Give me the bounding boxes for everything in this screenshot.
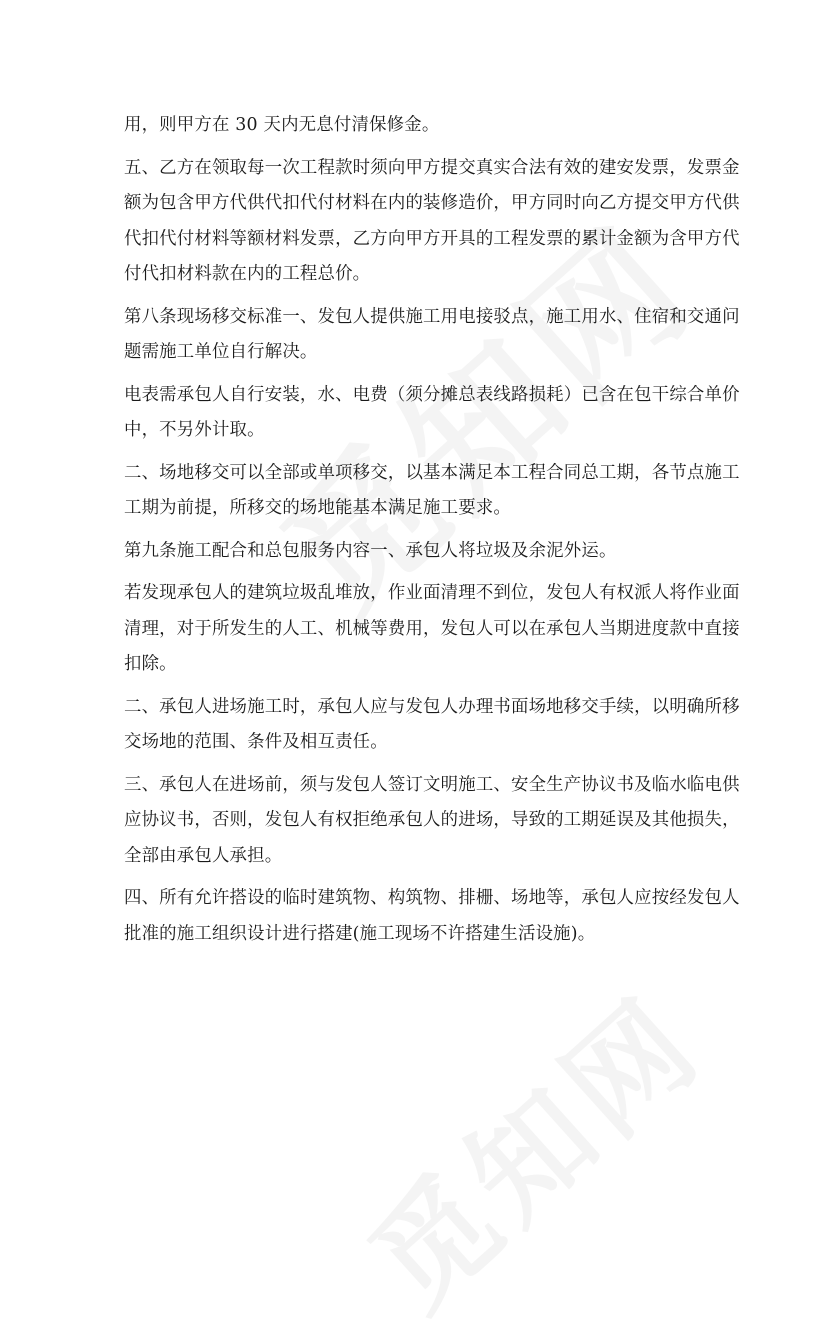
text-line: 用，则甲方在 30 天内无息付清保修金。 [124, 115, 440, 135]
paragraph-article-9 [124, 534, 714, 570]
watermark-bottom [324, 948, 736, 1343]
text-line: 第九条施工配合和总包服务内容一、承包人将垃圾及余泥外运。 [124, 540, 617, 561]
text-line: 付代扣材料款在内的工程总价。 [124, 264, 371, 284]
text-line: 四、所有允许搭设的临时建筑物、构筑物、排栅、场地等，承包人应按经发包人 [124, 888, 740, 908]
text-line: 电表需承包人自行安装，水、电费（须分摊总表线路损耗）已含在包干综合单价 [124, 384, 740, 405]
text-line: 三、承包人在进场前，须与发包人签订文明施工、安全生产协议书及临水临电供 [124, 774, 740, 795]
document-body [124, 108, 740, 959]
text-line: 代扣代付材料等额材料发票，乙方向甲方开具的工程发票的累计金额为含甲方代 [124, 228, 740, 249]
text-line: 全部由承包人承担。 [124, 845, 283, 866]
paragraph-meter-installation [124, 378, 740, 449]
paragraph-article-8 [124, 300, 740, 371]
text-line: 批准的施工组织设计进行搭建(施工现场不许搭建生活设施)。 [124, 923, 596, 944]
paragraph-site-handover [124, 456, 740, 527]
text-line: 第八条现场移交标准一、发包人提供施工用电接驳点，施工用水、住宿和交通问 [124, 306, 740, 327]
paragraph-safety-agreement [124, 768, 740, 875]
paragraph-site-entry [124, 690, 740, 761]
text-line: 交场地的范围、条件及相互责任。 [124, 732, 388, 752]
text-line: 工期为前提，所移交的场地能基本满足施工要求。 [124, 498, 511, 518]
text-line: 中，不另外计取。 [124, 420, 265, 440]
paragraph-invoice-terms [124, 151, 740, 293]
paragraph-warranty-payment [124, 108, 714, 144]
text-line: 五、乙方在领取每一次工程款时须向甲方提交真实合法有效的建安发票，发票金 [124, 157, 740, 178]
paragraph-waste-cleanup [124, 576, 740, 683]
text-line: 二、场地移交可以全部或单项移交，以基本满足本工程合同总工期，各节点施工 [124, 462, 740, 483]
text-line: 二、承包人进场施工时，承包人应与发包人办理书面场地移交手续，以明确所移 [124, 696, 740, 717]
text-line: 额为包含甲方代供代扣代付材料在内的装修造价，甲方同时向乙方提交甲方代供 [124, 193, 740, 213]
text-line: 扣除。 [124, 654, 177, 674]
text-line: 若发现承包人的建筑垃圾乱堆放，作业面清理不到位，发包人有权派人将作业面 [124, 583, 740, 603]
text-line: 应协议书，否则，发包人有权拒绝承包人的进场，导致的工期延误及其他损失， [124, 810, 740, 830]
paragraph-temporary-structures [124, 881, 740, 952]
text-line: 题需施工单位自行解决。 [124, 342, 318, 362]
text-line: 清理，对于所发生的人工、机械等费用，发包人可以在承包人当期进度款中直接 [124, 618, 740, 639]
